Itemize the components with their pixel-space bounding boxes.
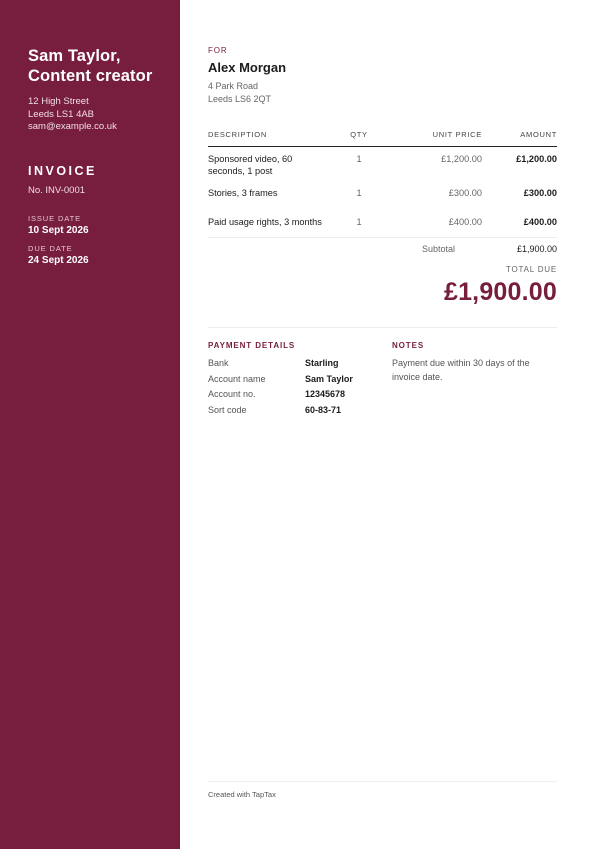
header-qty: QTY <box>350 130 368 139</box>
sender-address-line-2: Leeds LS1 4AB <box>28 108 95 120</box>
payment-row-sort-code <box>208 403 392 419</box>
sender-name-line-2: Content creator <box>28 67 153 85</box>
issue-date-label: ISSUE DATE <box>28 213 82 223</box>
invoice-number: No. INV-0001 <box>28 184 86 196</box>
payment-value: 12345678 <box>305 389 346 399</box>
subtotal-value: £1,900.00 <box>516 244 557 254</box>
due-date-label: DUE DATE <box>28 243 73 253</box>
sender-address <box>28 96 160 134</box>
payment-value: Starling <box>305 358 339 368</box>
table-row <box>208 216 557 228</box>
sender-name <box>28 46 160 86</box>
issue-date: 10 Sept 2026 <box>28 224 89 236</box>
payment-row-account-name <box>208 372 392 388</box>
footer <box>208 781 557 799</box>
payment-label: Bank <box>208 358 229 368</box>
payment-row-bank <box>208 356 392 372</box>
total-due-label: TOTAL DUE <box>505 265 557 274</box>
notes-text: Payment due within 30 days of the invoice date. <box>392 358 530 382</box>
item-description: Paid usage rights, 3 months <box>208 217 322 227</box>
details-section <box>208 341 557 418</box>
notes-title: NOTES <box>392 341 425 350</box>
client-address-line-1: 4 Park Road <box>208 81 259 91</box>
item-qty: 1 <box>356 188 362 198</box>
line-items-table <box>208 128 557 238</box>
payment-label: Sort code <box>208 404 247 415</box>
table-row <box>208 153 557 177</box>
item-description: Sponsored video, 60 seconds, 1 post <box>208 154 293 176</box>
header-unit-price: UNIT PRICE <box>432 130 482 139</box>
client-address <box>208 80 557 105</box>
item-description: Stories, 3 frames <box>208 188 278 198</box>
payment-value: Sam Taylor <box>305 373 353 384</box>
sender-name-line-1: Sam Taylor, <box>28 47 121 65</box>
total-due-amount: £1,900.00 <box>443 278 557 306</box>
subtotal-row <box>208 244 557 254</box>
subtotal-label: Subtotal <box>422 244 456 254</box>
payment-label: Account name <box>208 373 266 384</box>
sender-address-line-1: 12 High Street <box>28 96 89 107</box>
payment-label: Account no. <box>208 389 256 399</box>
invoice-heading: INVOICE <box>28 163 97 178</box>
section-divider <box>208 327 557 328</box>
header-description: DESCRIPTION <box>208 130 267 139</box>
due-date: 24 Sept 2026 <box>28 254 89 266</box>
sender-sidebar <box>0 0 180 849</box>
notes-section <box>392 341 557 418</box>
client-address-line-2: Leeds LS6 2QT <box>208 93 272 104</box>
item-qty: 1 <box>356 217 362 227</box>
table-header <box>208 128 557 147</box>
payment-details-title: PAYMENT DETAILS <box>208 341 296 350</box>
bill-to-label: FOR <box>208 46 228 55</box>
item-amount: £400.00 <box>523 217 557 227</box>
payment-details-list <box>208 356 392 418</box>
table-row <box>208 187 557 199</box>
client-name: Alex Morgan <box>208 60 287 75</box>
payment-row-account-number <box>208 387 392 403</box>
item-unit-price: £400.00 <box>448 217 482 227</box>
item-unit-price: £1,200.00 <box>441 154 482 164</box>
table-divider <box>208 237 557 238</box>
footer-credit: Created with TapTax <box>208 790 276 799</box>
item-qty: 1 <box>356 154 362 164</box>
item-unit-price: £300.00 <box>448 188 482 198</box>
payment-details <box>208 341 392 418</box>
item-amount: £300.00 <box>523 188 557 198</box>
header-amount: AMOUNT <box>520 130 557 139</box>
item-amount: £1,200.00 <box>516 154 557 164</box>
payment-value: 60-83-71 <box>305 404 342 415</box>
sender-email: sam@example.co.uk <box>28 121 117 132</box>
invoice-body <box>208 46 557 418</box>
